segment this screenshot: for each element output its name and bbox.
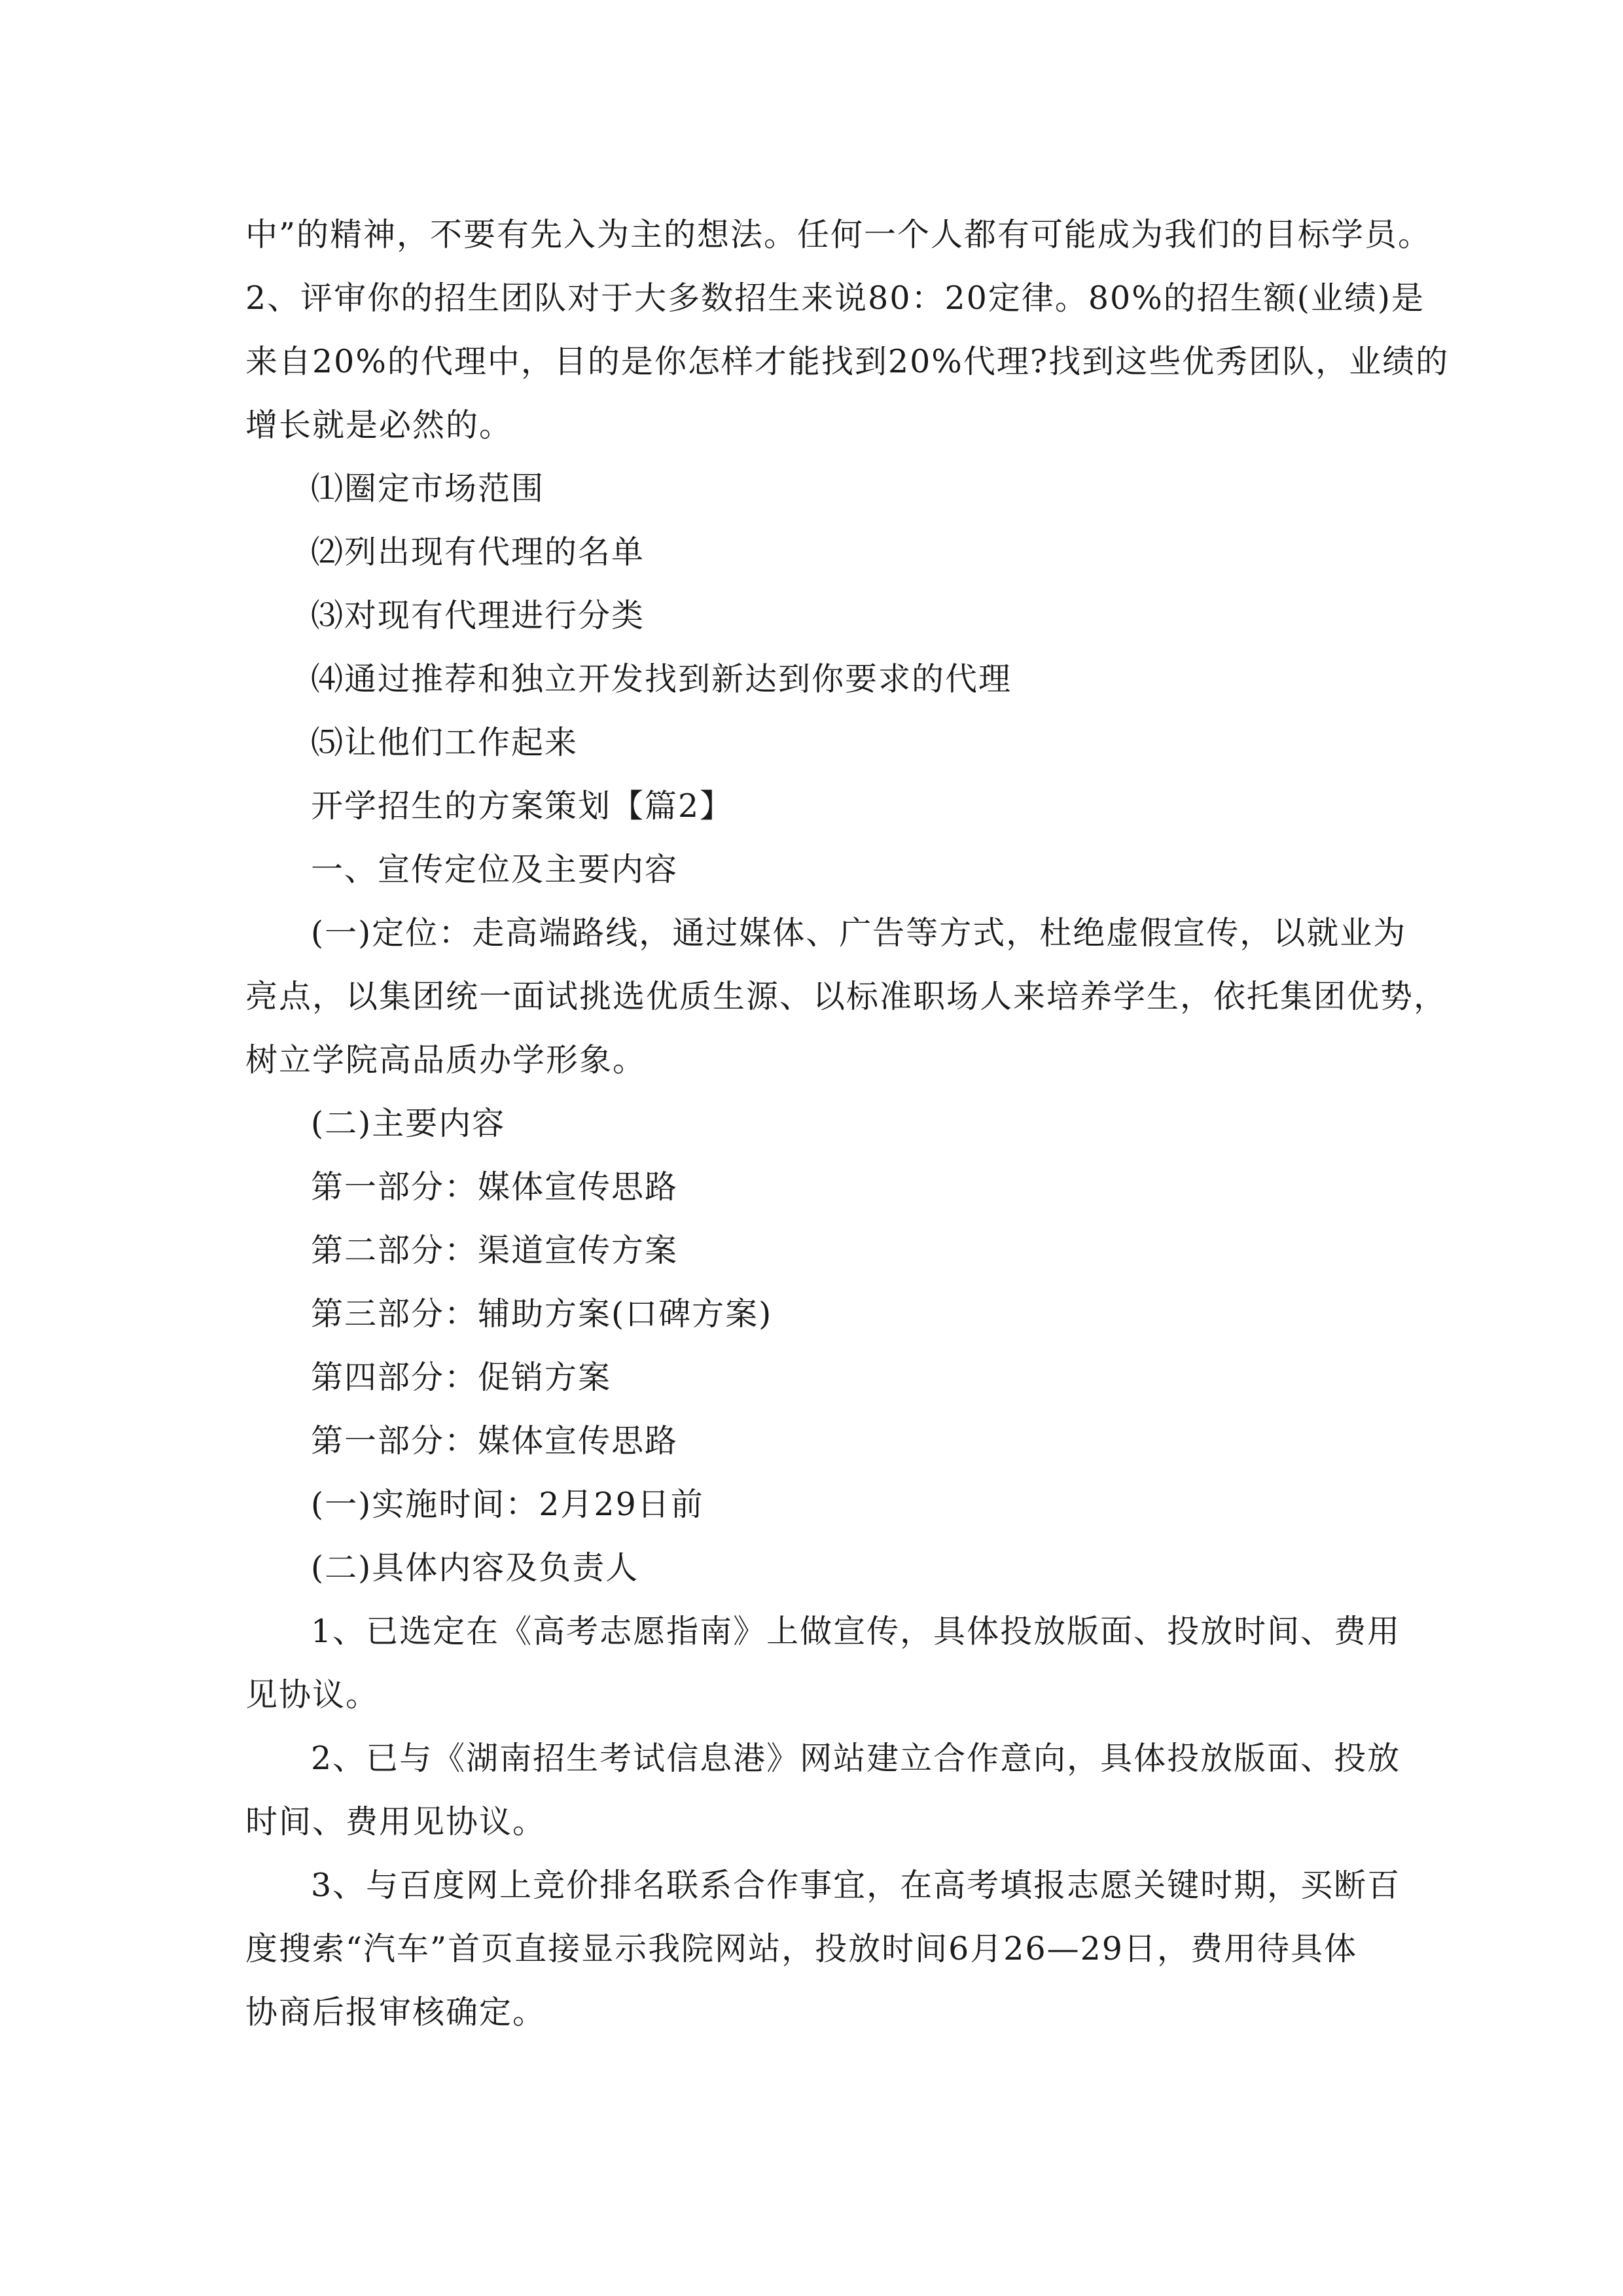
- text-line: 来自20%的代理中，目的是你怎样才能找到20%代理?找到这些优秀团队，业绩的: [245, 343, 1450, 380]
- text-line: 亮点，以集团统一面试挑选优质生源、以标准职场人来培养学生，依托集团优势，: [245, 978, 1448, 1015]
- list-item: 第二部分：渠道宣传方案: [311, 1232, 679, 1269]
- document-body: [245, 203, 1450, 2044]
- text-line: (一)实施时间：2月29日前: [311, 1486, 704, 1523]
- text-line: 中”的精神，不要有先入为主的想法。任何一个人都有可能成为我们的目标学员。: [245, 216, 1432, 253]
- text-line: 2、已与《湖南招生考试信息港》网站建立合作意向，具体投放版面、投放: [311, 1740, 1401, 1777]
- list-item: 第四部分：促销方案: [311, 1359, 612, 1396]
- text-line: 时间、费用见协议。: [245, 1803, 546, 1840]
- list-item: ⑵列出现有代理的名单: [311, 533, 645, 571]
- list-item: ⑷通过推荐和独立开发找到新达到你要求的代理: [311, 660, 1012, 698]
- subsection-heading: 第一部分：媒体宣传思路: [311, 1422, 679, 1460]
- section-heading: 一、宣传定位及主要内容: [311, 851, 679, 888]
- text-line: 度搜索“汽车”首页直接显示我院网站，投放时间6月26—29日，费用待具体: [245, 1930, 1357, 1967]
- subsection-heading: (二)具体内容及负责人: [311, 1549, 639, 1587]
- section-title: 开学招生的方案策划【篇2】: [311, 787, 734, 825]
- text-line: 树立学院高品质办学形象。: [245, 1041, 647, 1079]
- text-line: 2、评审你的招生团队对于大多数招生来说80：20定律。80%的招生额(业绩)是: [245, 279, 1425, 317]
- list-item: ⑶对现有代理进行分类: [311, 597, 645, 634]
- subsection-heading: (二)主要内容: [311, 1105, 506, 1142]
- text-line: 见协议。: [245, 1676, 380, 1713]
- text-line: 协商后报审核确定。: [245, 1994, 546, 2031]
- text-line: (一)定位：走高端路线，通过媒体、广告等方式，杜绝虚假宣传，以就业为: [311, 914, 1407, 952]
- text-line: 3、与百度网上竞价排名联系合作事宜，在高考填报志愿关键时期，买断百: [311, 1867, 1401, 1904]
- text-line: 1、已选定在《高考志愿指南》上做宣传，具体投放版面、投放时间、费用: [311, 1613, 1401, 1650]
- list-item: 第三部分：辅助方案(口碑方案): [311, 1295, 773, 1333]
- text-line: 增长就是必然的。: [245, 406, 513, 444]
- list-item: ⑸让他们工作起来: [311, 724, 579, 761]
- list-item: ⑴圈定市场范围: [311, 470, 545, 507]
- list-item: 第一部分：媒体宣传思路: [311, 1168, 679, 1206]
